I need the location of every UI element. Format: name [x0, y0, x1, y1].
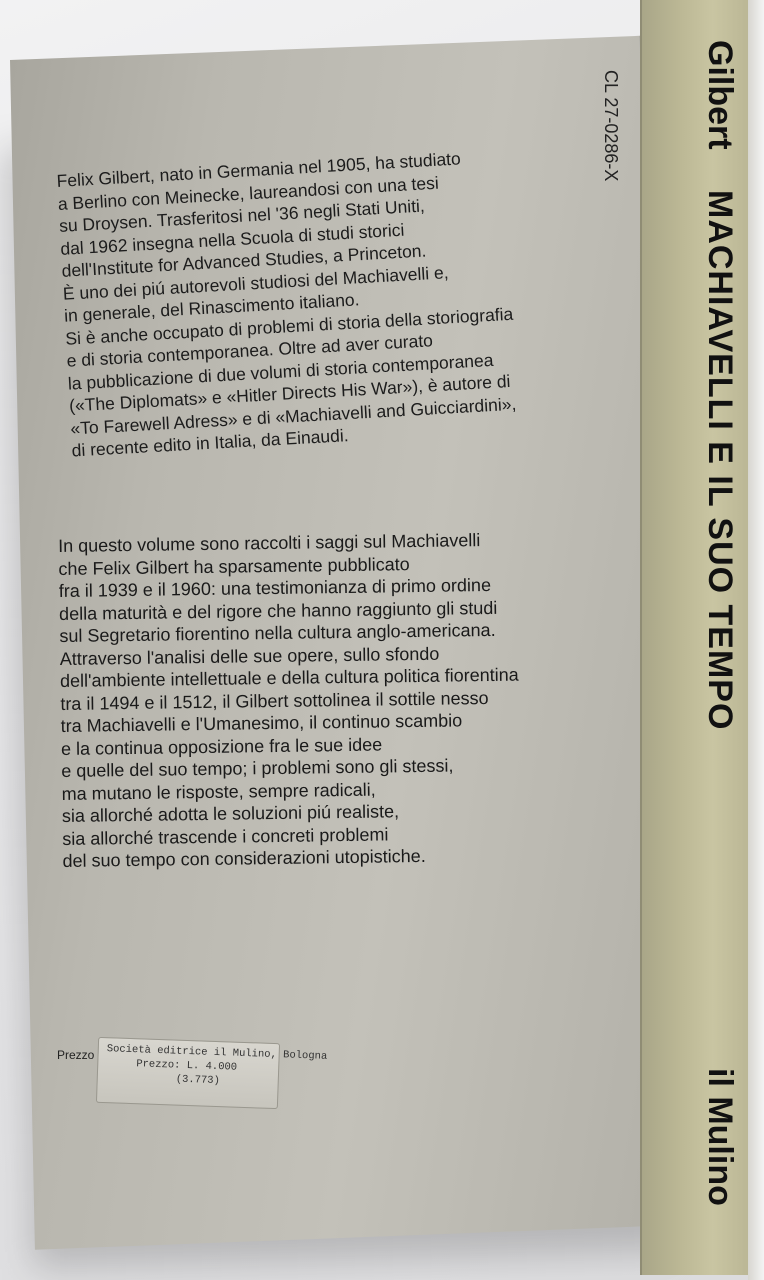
sticker-publisher: Società editrice il Mulino, Bologna — [106, 1043, 328, 1063]
author-bio — [56, 139, 631, 462]
spine-author: Gilbert — [701, 40, 739, 150]
book-summary-text: In questo volume sono raccolti i saggi sul Machiavelli che Felix Gilbert ha sparsamente pubblicato fra il 1939 e il 1960: una testimonianza di primo ordine della maturità e del rigore che hanno raggiunto gli studi sul Segretario fiorentino nella cultura anglo-americana. Attraverso l'analisi delle sue opere, sullo sfondo dell'ambiente intellettuale e della cultura politica fiorentina tra il 1494 e il 1512, il Gilbert sottolinea il sottile nesso tra Machiavelli e l'Umanesimo, il continuo scambio e la continua opposizione fra le sue idee e quelle del suo tempo; i problemi sono gli stessi, ma mutano le risposte, sempre radicali, sia allorché adotta le soluzioni piú realiste, sia allorché trascende i concreti problemi del suo tempo con considerazioni utopistiche. — [58, 530, 519, 871]
price-label: Prezzo — [57, 1048, 95, 1062]
isbn-code: CL 27-0286-X — [601, 70, 621, 182]
author-bio-text: Felix Gilbert, nato in Germania nel 1905, ha studiato a Berlino con Meinecke, laureandosi con una tesi su Droysen. Trasferitosi nel '36 negli Stati Uniti, dal 1962 insegna nella Scuola di studi storici dell'Institute for Advanced Studies, a Princeton. È uno dei piú autorevoli studiosi del Machiavelli e, in generale, del Rinascimento italiano. Si è anche occupato di problemi di storia della storiografia e di storia contemporanea. Oltre ad aver curato la pubblicazione di due volumi di storia contemporanea («The Diplomats» e «Hitler Directs His War»), è autore di «To Farewell Adress» e di «Machiavelli and Guicciardini», di recente edito in Italia, da Einaudi. — [56, 148, 517, 461]
price-sticker — [96, 1037, 328, 1109]
sticker-code: (3.773) — [175, 1073, 221, 1088]
book-summary — [58, 527, 623, 872]
sticker-price: Prezzo: L. 4.000 — [136, 1058, 238, 1074]
spine-publisher: il Mulino — [701, 1068, 739, 1206]
spine-edge — [748, 0, 764, 1280]
spine-title: MACHIAVELLI E IL SUO TEMPO — [701, 190, 739, 731]
